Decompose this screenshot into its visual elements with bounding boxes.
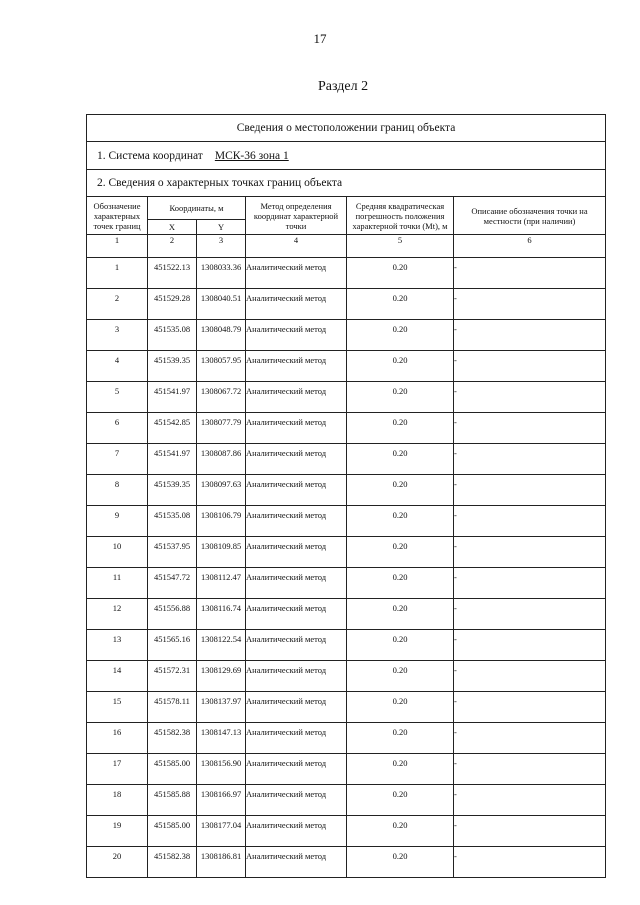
description-cell: - — [454, 568, 606, 599]
x-coordinate-cell: 451582.38 — [148, 723, 197, 754]
x-coordinate-cell: 451539.35 — [148, 475, 197, 506]
point-number-cell: 13 — [87, 630, 148, 661]
y-coordinate-cell: 1308057.95 — [197, 351, 246, 382]
error-cell: 0.20 — [347, 754, 454, 785]
y-coordinate-cell: 1308067.72 — [197, 382, 246, 413]
point-number-cell: 15 — [87, 692, 148, 723]
x-coordinate-cell: 451542.85 — [148, 413, 197, 444]
point-number-cell: 6 — [87, 413, 148, 444]
y-coordinate-cell: 1308166.97 — [197, 785, 246, 816]
x-coordinate-cell: 451565.16 — [148, 630, 197, 661]
characteristic-points-title: 2. Сведения о характерных точках границ объекта — [87, 170, 605, 197]
col-header-error: Средняя квадратическая погрешность положения характерной точки (Mt), м — [347, 197, 454, 235]
error-cell: 0.20 — [347, 785, 454, 816]
description-cell: - — [454, 351, 606, 382]
method-cell: Аналитический метод — [246, 475, 347, 506]
table-row — [87, 630, 606, 661]
table-row — [87, 537, 606, 568]
method-cell: Аналитический метод — [246, 754, 347, 785]
method-cell: Аналитический метод — [246, 568, 347, 599]
description-cell: - — [454, 258, 606, 289]
characteristic-points-table — [86, 196, 606, 878]
error-cell: 0.20 — [347, 289, 454, 320]
table-row — [87, 475, 606, 506]
method-cell: Аналитический метод — [246, 847, 347, 878]
y-coordinate-cell: 1308116.74 — [197, 599, 246, 630]
error-cell: 0.20 — [347, 816, 454, 847]
point-number-cell: 9 — [87, 506, 148, 537]
point-number-cell: 4 — [87, 351, 148, 382]
y-coordinate-cell: 1308122.54 — [197, 630, 246, 661]
col-header-y: Y — [197, 220, 246, 235]
description-cell: - — [454, 413, 606, 444]
table-row — [87, 320, 606, 351]
error-cell: 0.20 — [347, 692, 454, 723]
col-header-designation: Обозначение характерных точек границ — [87, 197, 148, 235]
point-number-cell: 16 — [87, 723, 148, 754]
table-row — [87, 692, 606, 723]
table-row — [87, 723, 606, 754]
y-coordinate-cell: 1308048.79 — [197, 320, 246, 351]
column-number: 3 — [197, 235, 246, 258]
point-number-cell: 14 — [87, 661, 148, 692]
y-coordinate-cell: 1308040.51 — [197, 289, 246, 320]
description-cell: - — [454, 630, 606, 661]
page-number: 17 — [313, 31, 327, 46]
coordinate-system-line — [87, 142, 605, 170]
method-cell: Аналитический метод — [246, 258, 347, 289]
col-header-method: Метод определения координат характерной точки — [246, 197, 347, 235]
description-cell: - — [454, 382, 606, 413]
y-coordinate-cell: 1308177.04 — [197, 816, 246, 847]
error-cell: 0.20 — [347, 847, 454, 878]
column-number: 4 — [246, 235, 347, 258]
description-cell: - — [454, 444, 606, 475]
y-coordinate-cell: 1308087.86 — [197, 444, 246, 475]
description-cell: - — [454, 723, 606, 754]
point-number-cell: 8 — [87, 475, 148, 506]
method-cell: Аналитический метод — [246, 351, 347, 382]
error-cell: 0.20 — [347, 599, 454, 630]
point-number-cell: 3 — [87, 320, 148, 351]
point-number-cell: 20 — [87, 847, 148, 878]
error-cell: 0.20 — [347, 630, 454, 661]
error-cell: 0.20 — [347, 568, 454, 599]
table-body — [87, 258, 606, 878]
x-coordinate-cell: 451547.72 — [148, 568, 197, 599]
col-header-coordinates: Координаты, м — [148, 197, 246, 220]
description-cell: - — [454, 506, 606, 537]
table-row — [87, 382, 606, 413]
boundary-location-title: Сведения о местоположении границ объекта — [87, 115, 605, 142]
coordinate-system-label: 1. Система координат — [97, 150, 203, 162]
point-number-cell: 12 — [87, 599, 148, 630]
error-cell: 0.20 — [347, 475, 454, 506]
y-coordinate-cell: 1308077.79 — [197, 413, 246, 444]
table-row — [87, 785, 606, 816]
y-coordinate-cell: 1308109.85 — [197, 537, 246, 568]
point-number-cell: 17 — [87, 754, 148, 785]
table-row — [87, 506, 606, 537]
x-coordinate-cell: 451585.00 — [148, 754, 197, 785]
y-coordinate-cell: 1308156.90 — [197, 754, 246, 785]
method-cell: Аналитический метод — [246, 692, 347, 723]
error-cell: 0.20 — [347, 723, 454, 754]
table-row — [87, 568, 606, 599]
description-cell: - — [454, 599, 606, 630]
y-coordinate-cell: 1308097.63 — [197, 475, 246, 506]
method-cell: Аналитический метод — [246, 320, 347, 351]
x-coordinate-cell: 451537.95 — [148, 537, 197, 568]
error-cell: 0.20 — [347, 661, 454, 692]
description-cell: - — [454, 847, 606, 878]
x-coordinate-cell: 451539.35 — [148, 351, 197, 382]
point-number-cell: 18 — [87, 785, 148, 816]
x-coordinate-cell: 451585.00 — [148, 816, 197, 847]
table-row — [87, 444, 606, 475]
y-coordinate-cell: 1308106.79 — [197, 506, 246, 537]
error-cell: 0.20 — [347, 506, 454, 537]
y-coordinate-cell: 1308112.47 — [197, 568, 246, 599]
x-coordinate-cell: 451522.13 — [148, 258, 197, 289]
section-title: Раздел 2 — [318, 79, 369, 94]
error-cell: 0.20 — [347, 320, 454, 351]
error-cell: 0.20 — [347, 537, 454, 568]
method-cell: Аналитический метод — [246, 599, 347, 630]
method-cell: Аналитический метод — [246, 444, 347, 475]
y-coordinate-cell: 1308186.81 — [197, 847, 246, 878]
table-row — [87, 289, 606, 320]
column-number: 2 — [148, 235, 197, 258]
method-cell: Аналитический метод — [246, 382, 347, 413]
table-row — [87, 847, 606, 878]
x-coordinate-cell: 451529.28 — [148, 289, 197, 320]
point-number-cell: 10 — [87, 537, 148, 568]
table-row — [87, 258, 606, 289]
table-row — [87, 599, 606, 630]
method-cell: Аналитический метод — [246, 816, 347, 847]
description-cell: - — [454, 692, 606, 723]
description-cell: - — [454, 785, 606, 816]
table-row — [87, 413, 606, 444]
method-cell: Аналитический метод — [246, 413, 347, 444]
description-cell: - — [454, 661, 606, 692]
description-cell: - — [454, 816, 606, 847]
y-coordinate-cell: 1308137.97 — [197, 692, 246, 723]
table-row — [87, 351, 606, 382]
x-coordinate-cell: 451535.08 — [148, 320, 197, 351]
point-number-cell: 5 — [87, 382, 148, 413]
column-number: 1 — [87, 235, 148, 258]
description-cell: - — [454, 537, 606, 568]
method-cell: Аналитический метод — [246, 723, 347, 754]
description-cell: - — [454, 475, 606, 506]
point-number-cell: 1 — [87, 258, 148, 289]
x-coordinate-cell: 451578.11 — [148, 692, 197, 723]
table-row — [87, 754, 606, 785]
x-coordinate-cell: 451541.97 — [148, 444, 197, 475]
y-coordinate-cell: 1308129.69 — [197, 661, 246, 692]
description-cell: - — [454, 320, 606, 351]
x-coordinate-cell: 451535.08 — [148, 506, 197, 537]
x-coordinate-cell: 451582.38 — [148, 847, 197, 878]
point-number-cell: 11 — [87, 568, 148, 599]
column-number: 5 — [347, 235, 454, 258]
col-header-description: Описание обозначения точки на местности (при наличии) — [454, 197, 606, 235]
error-cell: 0.20 — [347, 258, 454, 289]
table-row — [87, 816, 606, 847]
coordinate-system-value: МСК-36 зона 1 — [214, 150, 289, 162]
col-header-x: X — [148, 220, 197, 235]
point-number-cell: 7 — [87, 444, 148, 475]
point-number-cell: 19 — [87, 816, 148, 847]
x-coordinate-cell: 451541.97 — [148, 382, 197, 413]
description-cell: - — [454, 289, 606, 320]
method-cell: Аналитический метод — [246, 537, 347, 568]
x-coordinate-cell: 451585.88 — [148, 785, 197, 816]
method-cell: Аналитический метод — [246, 289, 347, 320]
x-coordinate-cell: 451556.88 — [148, 599, 197, 630]
point-number-cell: 2 — [87, 289, 148, 320]
column-number: 6 — [454, 235, 606, 258]
method-cell: Аналитический метод — [246, 785, 347, 816]
method-cell: Аналитический метод — [246, 630, 347, 661]
y-coordinate-cell: 1308033.36 — [197, 258, 246, 289]
method-cell: Аналитический метод — [246, 506, 347, 537]
y-coordinate-cell: 1308147.13 — [197, 723, 246, 754]
error-cell: 0.20 — [347, 413, 454, 444]
error-cell: 0.20 — [347, 382, 454, 413]
table-row — [87, 661, 606, 692]
description-cell: - — [454, 754, 606, 785]
x-coordinate-cell: 451572.31 — [148, 661, 197, 692]
object-boundary-header — [86, 114, 606, 197]
error-cell: 0.20 — [347, 351, 454, 382]
method-cell: Аналитический метод — [246, 661, 347, 692]
error-cell: 0.20 — [347, 444, 454, 475]
